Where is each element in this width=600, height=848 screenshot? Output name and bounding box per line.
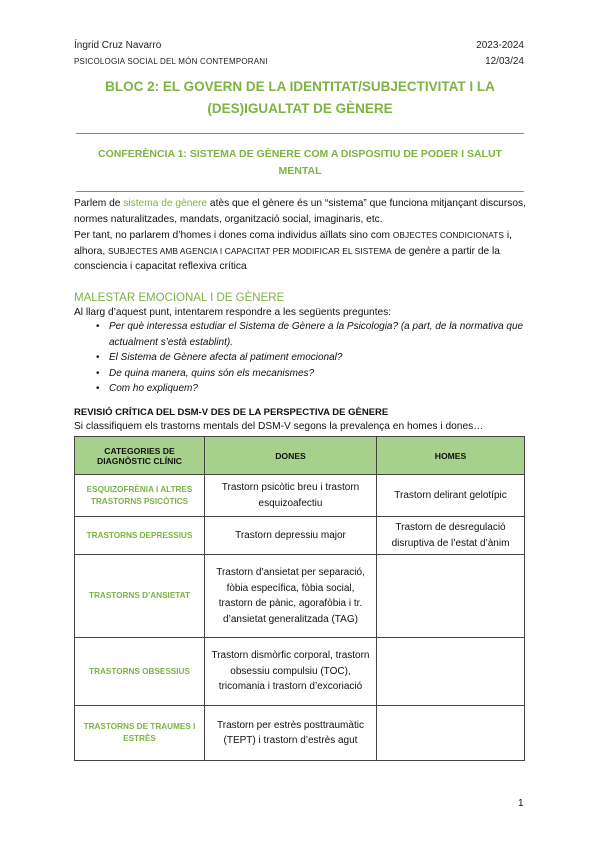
conference-title xyxy=(80,146,520,180)
list-item: • Per què interessa estudiar el Sistema de Gènere a la Psicologia? (a part, de la normativa que actualment s’està establint). xyxy=(74,319,524,350)
category-cell: ESQUIZOFRÈNIA I ALTRES TRASTORNS PSICÒTICS xyxy=(75,475,205,517)
review-sentence: Si classifiquem els trastorns mentals del DSM-V segons la prevalença en homes i dones… xyxy=(74,421,484,432)
highlight-term: sistema de gènere xyxy=(123,198,208,209)
intro-text: Parlem de xyxy=(74,198,124,209)
table-row xyxy=(75,517,525,555)
academic-year: 2023-2024 xyxy=(476,40,524,51)
table-row xyxy=(75,638,525,706)
column-header-women: DONES xyxy=(205,437,377,475)
table-row xyxy=(75,706,525,761)
conference-line-1: CONFERÈNCIA 1: SISTEMA DE GÈNERE COM A DISPOSITIU DE PODER I SALUT xyxy=(98,148,502,160)
page-number: 1 xyxy=(518,798,524,809)
title-line-2: (DES)IGUALTAT DE GÈNERE xyxy=(207,101,393,116)
men-cell xyxy=(377,555,525,638)
list-item: • De quina manera, quins són els mecanismes? xyxy=(74,366,524,382)
course-name: PSICOLOGIA SOCIAL DEL MÓN CONTEMPORANI xyxy=(74,57,268,66)
category-cell: TRASTORNS DE TRAUMES I ESTRÈS xyxy=(75,706,205,761)
men-cell xyxy=(377,638,525,706)
women-cell: Trastorn d’ansietat per separació, fòbia específica, fòbia social, trastorn de pànic, agorafòbia i tr. d’ansietat generalitzada (TAG) xyxy=(205,555,377,638)
category-cell: TRASTORNS D’ANSIETAT xyxy=(75,555,205,638)
men-cell xyxy=(377,706,525,761)
author-name: Íngrid Cruz Navarro xyxy=(74,40,162,51)
list-item: • El Sistema de Gènere afecta al patiment emocional? xyxy=(74,350,524,366)
women-cell: Trastorn psicòtic breu i trastorn esquizoafectiu xyxy=(205,475,377,517)
caps-term: SUBJECTES AMB AGENCIA I CAPACITAT PER MODIFICAR EL SISTEMA xyxy=(107,245,392,256)
diagnosis-table xyxy=(74,436,525,761)
document-date: 12/03/24 xyxy=(485,56,524,67)
review-heading: REVISIÓ CRÍTICA DEL DSM-V DES DE LA PERSPECTIVA DE GÈNERE xyxy=(74,407,389,418)
list-item: • Com ho expliquem? xyxy=(74,381,524,397)
intro-paragraph-1 xyxy=(74,196,534,227)
women-cell: Trastorn dismòrfic corporal, trastorn obsessiu compulsiu (TOC), tricomania i trastorn d’excoriació xyxy=(205,638,377,706)
section-lead: Al llarg d’aquest punt, intentarem respondre a les següents preguntes: xyxy=(74,307,392,318)
column-header-category: CATEGORIES DE DIAGNÒSTIC CLÍNIC xyxy=(75,437,205,475)
section-heading: MALESTAR EMOCIONAL I DE GÈNERE xyxy=(74,292,285,304)
column-header-men: HOMES xyxy=(377,437,525,475)
questions-list xyxy=(74,319,524,397)
intro-text: i, alhora, xyxy=(74,230,512,257)
divider-top xyxy=(76,133,524,134)
page-title xyxy=(60,76,540,120)
category-cell: TRASTORNS DEPRESSIUS xyxy=(75,517,205,555)
caps-term: OBJECTES CONDICIONATS xyxy=(392,230,505,240)
title-line-1: BLOC 2: EL GOVERN DE LA IDENTITAT/SUBJECTIVITAT I LA xyxy=(105,79,495,94)
intro-text: Per tant, no parlarem d’homes i dones coma individus aïllats sino com xyxy=(74,230,393,241)
table-header-row xyxy=(75,437,525,475)
conference-line-2: MENTAL xyxy=(278,165,322,177)
divider-bottom xyxy=(76,191,524,192)
intro-text: atès que el gènere és un “sistema” que funciona mitjançant discursos, normes naturalitzades, mandats, organització social, imaginaris, etc. xyxy=(74,198,526,225)
intro-paragraph-2 xyxy=(74,228,534,275)
category-cell: TRASTORNS OBSESSIUS xyxy=(75,638,205,706)
men-cell: Trastorn delirant gelotípic xyxy=(377,475,525,517)
women-cell: Trastorn per estrès posttraumàtic (TEPT) i trastorn d’estrès agut xyxy=(205,706,377,761)
intro-text: de genère a partir de la consciencia i capacitat reflexiva crítica xyxy=(74,245,500,272)
table-row xyxy=(75,475,525,517)
men-cell: Trastorn de desregulació disruptiva de l’estat d’ànim xyxy=(377,517,525,555)
table-row xyxy=(75,555,525,638)
women-cell: Trastorn depressiu major xyxy=(205,517,377,555)
